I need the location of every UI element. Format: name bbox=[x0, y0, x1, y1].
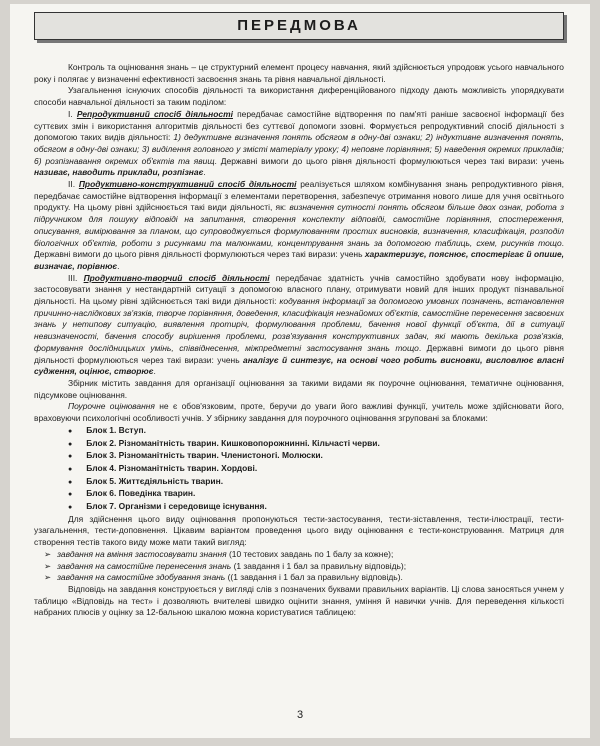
tests-intro-paragraph: Для здійснення цього виду оцінювання пропонуються тести-застосування, тести-зіставлення, тести-ілюстрації, тести-узагальнення, тести-доповнення. Цікавим варіантом проведення цього виду оцінювання є тести-конструювання. Матриця для створення тестів такого виду може мати такий вигляд: bbox=[34, 513, 564, 548]
test-detail: ((1 завдання і 1 бал за правильну відповідь). bbox=[225, 572, 403, 583]
list-item: ● Блок 2. Різноманітність тварин. Кишковопорожнинні. Кільчасті черви. bbox=[68, 438, 564, 451]
list-item: ● Блок 1. Вступ. bbox=[68, 425, 564, 438]
list-item: ● Блок 6. Поведінка тварин. bbox=[68, 488, 564, 501]
list-item bbox=[44, 572, 564, 584]
test-detail: (10 тестових завдань по 1 балу за кожне); bbox=[226, 548, 394, 559]
list-item: ● Блок 3. Різноманітність тварин. Членистоногі. Молюски. bbox=[68, 450, 564, 463]
list-item bbox=[44, 549, 564, 561]
level-3-number: III. bbox=[68, 272, 78, 283]
blocks-list bbox=[34, 425, 564, 514]
level-1-name: Репродуктивний спосіб діяльності bbox=[76, 108, 233, 119]
level-2-name: Продуктивно-конструктивний спосіб діяльності bbox=[78, 179, 297, 190]
level-1-verbs: називає, наводить приклади, розпізнає bbox=[34, 167, 204, 178]
tests-list bbox=[34, 549, 564, 584]
level-1-text: передбачає самостійне відтворення по пам'яті раніше засвоєної інформації без суттєвих змін і використання алгоритмів діяльності без суттєвої допомоги ззовні. Формується репродуктивний спосіб діяльності з допомогою таких видів діяльності: bbox=[34, 108, 564, 143]
level-2-text: реалізується шляхом комбінування знань репродуктивного рівня, передбачає самостійне відтворення інформації з елементами перетворення, забезпечує отримання нового лише для учня освітнього продукту. На цьому рівні здійснюється такі види діяльності, як: bbox=[34, 179, 564, 213]
test-task: завдання на самостійне здобування знань bbox=[57, 572, 226, 583]
level-3-end: . bbox=[153, 366, 156, 377]
list-item bbox=[44, 561, 564, 573]
intro-paragraph-1: Контроль та оцінювання знань – це структурний елемент процесу навчання, який здійснюється упродовж усього навчального року і полягає у визначенні ефективності засвоєння знань та рівня навчальної діяльності. bbox=[34, 62, 564, 84]
level-3-text: передбачає здатність учнів самостійно здобувати нову інформацію, застосовувати знання у нестандартній ситуації з допомогою власного плану, отримувати новий для інших продукт пізнавальної діяльності. На цьому рівні здійснюється такі види діяльності: bbox=[34, 272, 564, 307]
test-detail: (1 завдання і 1 бал за правильну відповідь); bbox=[231, 560, 407, 571]
test-task: завдання на вміння застосовувати знання bbox=[57, 548, 227, 559]
list-item: ● Блок 5. Життєдіяльність тварин. bbox=[68, 476, 564, 489]
lesson-eval-text: не є обов'язковим, проте, беручи до уваги його важливі функції, учитель може здійснювати його, враховуючи психологічні особливості учнів. У збірнику завдання для поурочного оцінювання згруповані за блоками: bbox=[34, 401, 564, 424]
level-2-activities: визначення сутності понять обсягом більше двох ознак, робота з підручником для пошуку відповіді на запитання, створення конспекту відповіді, самостійне порівняння, спостереження, описування, вимірювання за планом, що супроводжується формулюванням простих висновків, визначення, класифікація, розподіл біологічних об'єктів, роботи з рисунками та малюнками, концентрування знань за допомогою таблиць, схем, рисунків тощо bbox=[34, 202, 564, 248]
list-item: ● Блок 7. Організми і середовище існування. bbox=[68, 501, 564, 514]
list-item: ● Блок 4. Різноманітність тварин. Хордові. bbox=[68, 463, 564, 476]
page-title: ПЕРЕДМОВА bbox=[34, 12, 564, 40]
level-2-verbs: характеризує, пояснює, спостерігає й опише, визначає, порівнює bbox=[34, 249, 564, 271]
level-1-number: I. bbox=[68, 108, 73, 119]
level-1-activities: 1) дедуктивне визначення понять обсягом в одну-дві ознаки; 2) індуктивне визначення понять, обсягом в одну-дві ознаки; 3) виділення головного у змісті матеріалу уроку; 4) неповне порівняння; 5) наведення окремих прикладів; 6) розпізнавання окремих об'єктів та явищ bbox=[34, 132, 564, 166]
level-3-activities: кодування інформації за допомогою умовних позначень, встановлення причинно-наслідкових зв'язків, творче порівняння, доведення, класифікація незнайомих об'єктів, самостійне перенесення засвоєних знань у нетипову ситуацію, виявлення протиріч, формулювання проблеми, бачення нової функції об'єкта, дії в ситуації невизначеності, бачення способу вирішення проблеми, розв'язування конструктивних задач, які мають декілька розв'язків, формування дослідницьких умінь, співвіднесення, міжпредметні застосування знань тощо bbox=[34, 296, 565, 353]
level-3-verbs: аналізує й синтезує, на основі чого робить висновки, висловлює власні судження, оцінює, створює bbox=[34, 354, 565, 377]
collection-paragraph: Збірник містить завдання для організації оцінювання за такими видами як поурочне оцінювання, тематичне оцінювання, підсумкове оцінювання. bbox=[34, 377, 564, 400]
level-2-end: . bbox=[117, 260, 120, 271]
level-3-requirements: . Державні вимоги до цього рівня діяльності формулюються через такі вирази: учень bbox=[34, 342, 564, 365]
level-1-end: . bbox=[203, 167, 206, 178]
level-3-paragraph bbox=[34, 273, 564, 378]
level-2-paragraph bbox=[34, 179, 564, 273]
document-page bbox=[10, 4, 590, 738]
level-3-name: Продуктивно-творчий спосіб діяльності bbox=[83, 272, 270, 283]
lesson-eval-paragraph bbox=[34, 401, 564, 424]
test-task: завдання на самостійне перенесення знань bbox=[57, 560, 232, 571]
level-1-requirements: . Державні вимоги до цього рівня діяльності формулюються через такі вирази: учень bbox=[214, 155, 564, 166]
lesson-eval-term: Поурочне оцінювання bbox=[68, 401, 155, 412]
closing-paragraph: Відповідь на завдання конструюється у вигляді слів з позначених буквами правильних варіантів. Ці слова заносяться учнем у таблицю «Відповідь на тест» і дозволяють вчителеві швидко оцінити знання, уміння й навички учнів. Для переведення кількості набраних плюсів у оцінку за 12-бальною шкалою можна користуватися таблицею: bbox=[34, 583, 564, 618]
level-2-requirements: . Державні вимоги до цього рівня діяльності формулюються через такі вирази: учень bbox=[34, 237, 564, 260]
level-2-number: II. bbox=[68, 179, 76, 190]
level-1-paragraph bbox=[34, 109, 564, 179]
intro-paragraph-2: Узагальнення існуючих способів діяльності та використання диференційованого підходу дають можливість упорядкувати способи навчальної діяльності за таким поділом: bbox=[34, 85, 564, 108]
page-number: 3 bbox=[296, 709, 304, 721]
